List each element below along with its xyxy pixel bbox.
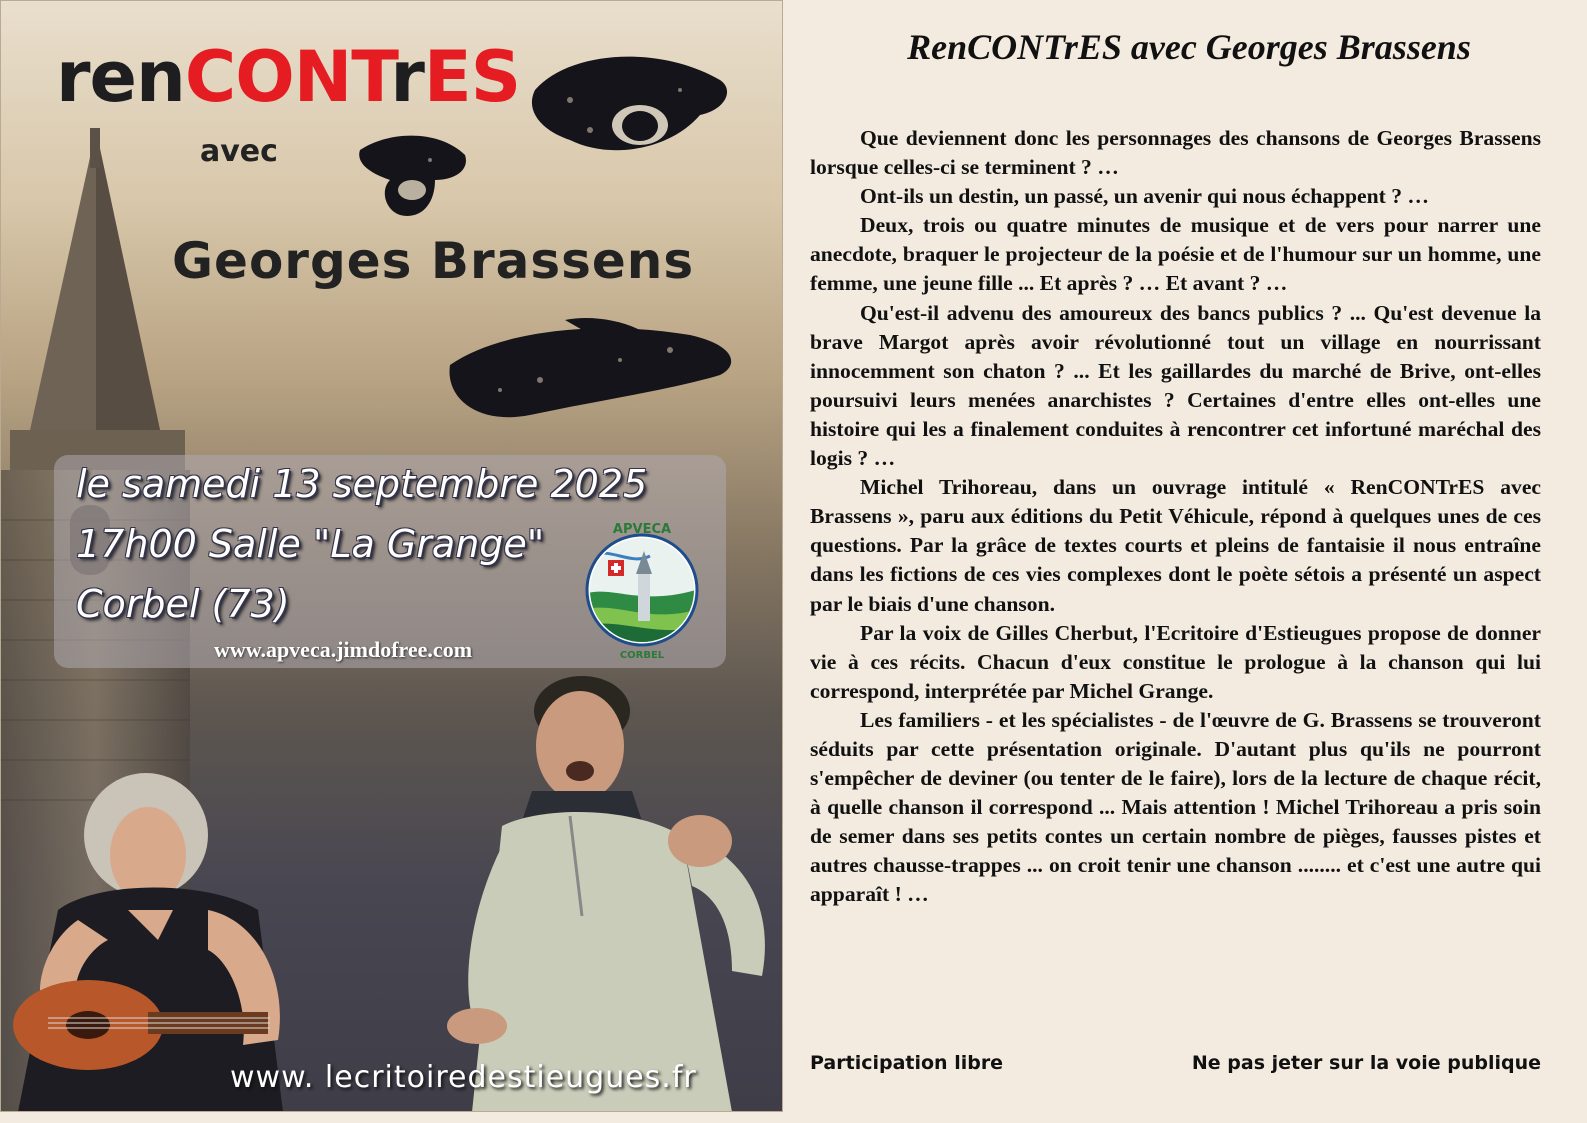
- website-url[interactable]: www. lecritoiredestieugues.fr: [230, 1060, 697, 1095]
- title-part-ren: ren: [56, 36, 185, 118]
- logo-top-text: APVECA: [612, 522, 672, 537]
- title-part-r: r: [390, 36, 424, 118]
- event-town: Corbel (73): [76, 582, 290, 626]
- poster-frame: [0, 0, 783, 1112]
- event-date: le samedi 13 septembre 2025: [76, 462, 648, 506]
- poster-title-avec: avec: [200, 134, 278, 169]
- paragraph: Par la voix de Gilles Cherbut, l'Ecritoire d'Estieugues propose de donner vie à ces récits. Chacun d'eux constitue le prologue à la chanson qui lui correspond, interprétée par Michel Grange.: [810, 620, 1541, 703]
- association-url[interactable]: www.apveca.jimdofree.com: [214, 637, 473, 662]
- event-time-place: 17h00 Salle "La Grange": [76, 522, 545, 566]
- paragraph: Michel Trihoreau, dans un ouvrage intitulé « RenCONTrES avec Brassens », paru aux éditions du Petit Véhicule, répond à quelques unes de ces questions. Par la grâce de textes courts et pleins de fantaisie il nous entraîne dans les fictions de ces vies complexes dont le poète sétois a présenté un aspect par le biais d'une chanson.: [810, 475, 1541, 616]
- paragraph: Les familiers - et les spécialistes - de l'œuvre de G. Brassens se trouveront séduits par cette présentation originale. D'autant plus qu'ils ne pourront s'empêcher de deviner (ou tenter de le faire), lors de la lecture de chaque récit, à quelle chanson il correspond ... Mais attention ! Michel Trihoreau a pris soin de semer dans ses petits contes un certain nombre de pièges, fausses pistes et autres chausse-trappes ... on croit tenir une chanson ........ et c'est une autre qui apparaît ! …: [810, 707, 1541, 907]
- participation-note: Participation libre: [810, 1052, 1004, 1074]
- article-heading: RenCONTrES avec Georges Brassens: [907, 27, 1471, 67]
- title-part-es: ES: [423, 36, 521, 118]
- text-panel: [783, 0, 1587, 1123]
- article-body: [810, 124, 1541, 910]
- poster-title-name: Georges Brassens: [172, 232, 695, 290]
- logo-bottom-text: CORBEL: [619, 650, 665, 661]
- paragraph: Ont-ils un destin, un passé, un avenir qui nous échappent ? …: [860, 184, 1430, 209]
- paragraph: Qu'est-il advenu des amoureux des bancs publics ? ... Qu'est devenue la brave Margot après avoir révolutionné tout un village en nourrissant innocemment son chaton ? ... Et les gaillardes du marché de Brive, ont-elles poursuivi leurs menées anarchistes ? Certaines d'entre elles ont-elles une histoire qui les a finalement conduites à rencontrer cet infortuné maréchal des logis ? …: [810, 300, 1541, 471]
- paragraph: Deux, trois ou quatre minutes de musique et de vers pour narrer une anecdote, braquer le projecteur de la poésie et de l'humour sur un homme, une femme, une jeune fille ... Et après ? … Et avant ? …: [810, 213, 1541, 296]
- title-part-cont: CONT: [184, 36, 391, 118]
- paragraph: Que deviennent donc les personnages des chansons de Georges Brassens lorsque celles-ci se terminent ? …: [810, 126, 1541, 180]
- disposal-note: Ne pas jeter sur la voie publique: [1191, 1052, 1541, 1074]
- poster: [0, 0, 783, 1112]
